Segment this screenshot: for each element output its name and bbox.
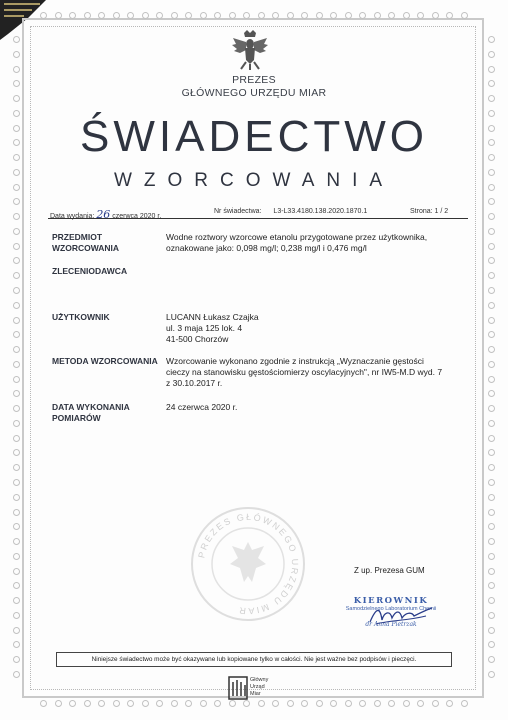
issue-date-rest: czerwca 2020 r.: [112, 213, 162, 220]
border-dot: [345, 12, 352, 19]
border-dot: [488, 317, 495, 324]
issue-date: [50, 208, 161, 221]
logo-line-1: Główny: [250, 677, 269, 683]
border-dot: [13, 449, 20, 456]
border-dot: [403, 700, 410, 707]
border-dot: [200, 12, 207, 19]
border-dot: [13, 494, 20, 501]
document-title: ŚWIADECTWO: [80, 112, 428, 161]
border-dot: [13, 509, 20, 516]
border-dot: [488, 287, 495, 294]
page-number: [410, 208, 448, 215]
border-dot: [287, 12, 294, 19]
border-dot: [488, 243, 495, 250]
border-dot: [142, 12, 149, 19]
border-dot: [272, 12, 279, 19]
certificate-number: [214, 208, 367, 215]
border-dot: [488, 257, 495, 264]
border-dot: [243, 12, 250, 19]
border-dot: [40, 12, 47, 19]
border-dot: [417, 12, 424, 19]
border-dot: [488, 568, 495, 575]
issue-day-handwritten: 26: [96, 208, 111, 221]
method-label: METODA WZORCOWANIA: [52, 356, 158, 366]
border-dot: [156, 12, 163, 19]
border-dot: [13, 568, 20, 575]
stamp-unit: Samodzielnego Laboratorium Chemii: [345, 606, 437, 612]
border-dot: [13, 420, 20, 427]
border-dot: [488, 420, 495, 427]
border-dot: [488, 361, 495, 368]
user-address: [166, 312, 466, 345]
border-dot: [488, 405, 495, 412]
border-dot: [13, 287, 20, 294]
border-dot: [301, 700, 308, 707]
gum-logo-icon: [228, 676, 248, 700]
border-dot: [113, 700, 120, 707]
border-dot: [13, 612, 20, 619]
border-dot: [13, 464, 20, 471]
eagle-emblem-icon: [231, 30, 269, 70]
border-dots-top: [40, 12, 468, 19]
border-dot: [488, 376, 495, 383]
border-dot: [488, 523, 495, 530]
border-dot: [98, 700, 105, 707]
border-dot: [345, 700, 352, 707]
border-dot: [13, 435, 20, 442]
border-dot: [69, 700, 76, 707]
certificate-number-value: L3-L33.4180.138.2020.1870.1: [273, 208, 368, 215]
border-dot: [488, 346, 495, 353]
border-dot: [461, 700, 468, 707]
border-dot: [488, 331, 495, 338]
border-dot: [13, 331, 20, 338]
issue-date-label: Data wydania:: [50, 213, 95, 220]
border-dot: [374, 700, 381, 707]
border-dot: [13, 376, 20, 383]
border-dot: [330, 700, 337, 707]
embossed-seal-icon: [190, 506, 306, 622]
border-dot: [200, 700, 207, 707]
document-subtitle: WZORCOWANIA: [113, 170, 395, 191]
border-dot: [13, 302, 20, 309]
on-behalf-text: Z up. Prezesa GUM: [354, 566, 425, 575]
border-dot: [127, 700, 134, 707]
border-dot: [488, 612, 495, 619]
border-dot: [432, 12, 439, 19]
border-dot: [13, 361, 20, 368]
border-dot: [185, 700, 192, 707]
border-dot: [171, 700, 178, 707]
border-dot: [40, 700, 47, 707]
border-dot: [316, 12, 323, 19]
method-value: Wzorcowanie wykonano zgodnie z instrukcją „Wyznaczanie gęstości cieczy na stanowisku gęstościomierzy oscylacyjnych", nr IW5-M.D wyd. 7 z 30.10.2017 r.: [166, 356, 443, 388]
date-label: DATA WYKONANIA POMIARÓW: [52, 402, 130, 423]
date-value: 24 czerwca 2020 r.: [166, 402, 238, 412]
border-dot: [13, 656, 20, 663]
border-dot: [13, 272, 20, 279]
border-dot: [84, 12, 91, 19]
border-dot: [488, 479, 495, 486]
logo-line-2: Urząd: [250, 684, 265, 690]
border-dot: [13, 346, 20, 353]
stamp-title: KIEROWNIK: [353, 596, 429, 606]
border-dot: [488, 390, 495, 397]
user-city: 41-500 Chorzów: [166, 334, 229, 344]
border-dot: [488, 272, 495, 279]
border-dot: [13, 228, 20, 235]
border-dot: [488, 538, 495, 545]
border-dot: [488, 228, 495, 235]
divider: [48, 218, 468, 219]
border-dot: [13, 405, 20, 412]
user-name: LUCANN Łukasz Czajka: [166, 312, 259, 322]
border-dot: [488, 509, 495, 516]
page-number-value: 1 / 2: [434, 208, 449, 215]
border-dot: [388, 12, 395, 19]
border-dot: [488, 553, 495, 560]
border-dot: [403, 12, 410, 19]
border-dot: [488, 198, 495, 205]
border-dot: [488, 435, 495, 442]
border-dot: [374, 12, 381, 19]
border-dot: [488, 51, 495, 58]
border-dot: [13, 257, 20, 264]
border-dot: [13, 553, 20, 560]
gum-logo: [228, 676, 288, 702]
border-dot: [388, 700, 395, 707]
border-dot: [13, 479, 20, 486]
border-dot: [185, 12, 192, 19]
issuer-line-2: GŁÓWNEGO URZĘDU MIAR: [181, 87, 327, 99]
border-dot: [359, 700, 366, 707]
border-dot: [488, 597, 495, 604]
border-dot: [488, 36, 495, 43]
border-dot: [13, 243, 20, 250]
border-dot: [113, 12, 120, 19]
border-dot: [13, 597, 20, 604]
border-dot: [488, 671, 495, 678]
user-street: ul. 3 maja 125 lok. 4: [166, 323, 243, 333]
page-number-label: Strona:: [410, 208, 433, 215]
gum-logo-text: [250, 677, 268, 698]
stamp-name: dr Anna Pietrzak: [365, 621, 417, 628]
subject-value: Wodne roztwory wzorcowe etanolu przygotowane przez użytkownika, oznakowane jako: 0,098 mg/l; 0,238 mg/l i 0,476 mg/l: [166, 232, 428, 253]
border-dot: [13, 198, 20, 205]
border-dot: [214, 12, 221, 19]
border-dot: [446, 12, 453, 19]
border-dot: [84, 700, 91, 707]
border-dot: [13, 51, 20, 58]
border-dot: [488, 494, 495, 501]
border-dot: [13, 317, 20, 324]
user-label: UŻYTKOWNIK: [52, 312, 110, 322]
border-dot: [446, 700, 453, 707]
border-dot: [258, 12, 265, 19]
border-dot: [13, 671, 20, 678]
border-dot: [13, 641, 20, 648]
border-dot: [461, 12, 468, 19]
border-dot: [229, 12, 236, 19]
border-dot: [13, 390, 20, 397]
border-dot: [301, 12, 308, 19]
border-dot: [488, 582, 495, 589]
border-dot: [127, 12, 134, 19]
border-dot: [13, 213, 20, 220]
border-dot: [417, 700, 424, 707]
border-dot: [142, 700, 149, 707]
border-dot: [13, 66, 20, 73]
border-dot: [13, 36, 20, 43]
border-dot: [316, 700, 323, 707]
border-dot: [359, 12, 366, 19]
border-dot: [214, 700, 221, 707]
border-dot: [69, 12, 76, 19]
border-dot: [98, 12, 105, 19]
border-dot: [55, 12, 62, 19]
border-dot: [488, 66, 495, 73]
border-dot: [156, 700, 163, 707]
certificate-number-label: Nr świadectwa:: [214, 208, 262, 215]
border-dot: [488, 641, 495, 648]
border-dot: [488, 213, 495, 220]
border-dot: [13, 582, 20, 589]
border-dot: [488, 627, 495, 634]
border-dot: [488, 464, 495, 471]
border-dot: [488, 656, 495, 663]
logo-line-3: Miar: [250, 691, 261, 697]
issuer-line-1: PREZES: [232, 74, 276, 86]
border-dot: [488, 449, 495, 456]
seal-text: PREZES GŁÓWNEGO URZĘDU MIAR: [196, 511, 301, 617]
border-dot: [13, 523, 20, 530]
handwritten-signature-icon: [366, 604, 436, 628]
border-dot: [171, 12, 178, 19]
footnote-box: Niniejsze świadectwo może być okazywane lub kopiowane tylko w całości. Nie jest ważne bez podpisów i pieczęci.: [56, 652, 452, 667]
border-dot: [55, 700, 62, 707]
border-dot: [432, 700, 439, 707]
border-dot: [13, 538, 20, 545]
client-label: ZLECENIODAWCA: [52, 266, 128, 276]
border-dot: [330, 12, 337, 19]
border-dot: [488, 302, 495, 309]
border-dot: [13, 627, 20, 634]
subject-label: PRZEDMIOT WZORCOWANIA: [52, 232, 120, 253]
